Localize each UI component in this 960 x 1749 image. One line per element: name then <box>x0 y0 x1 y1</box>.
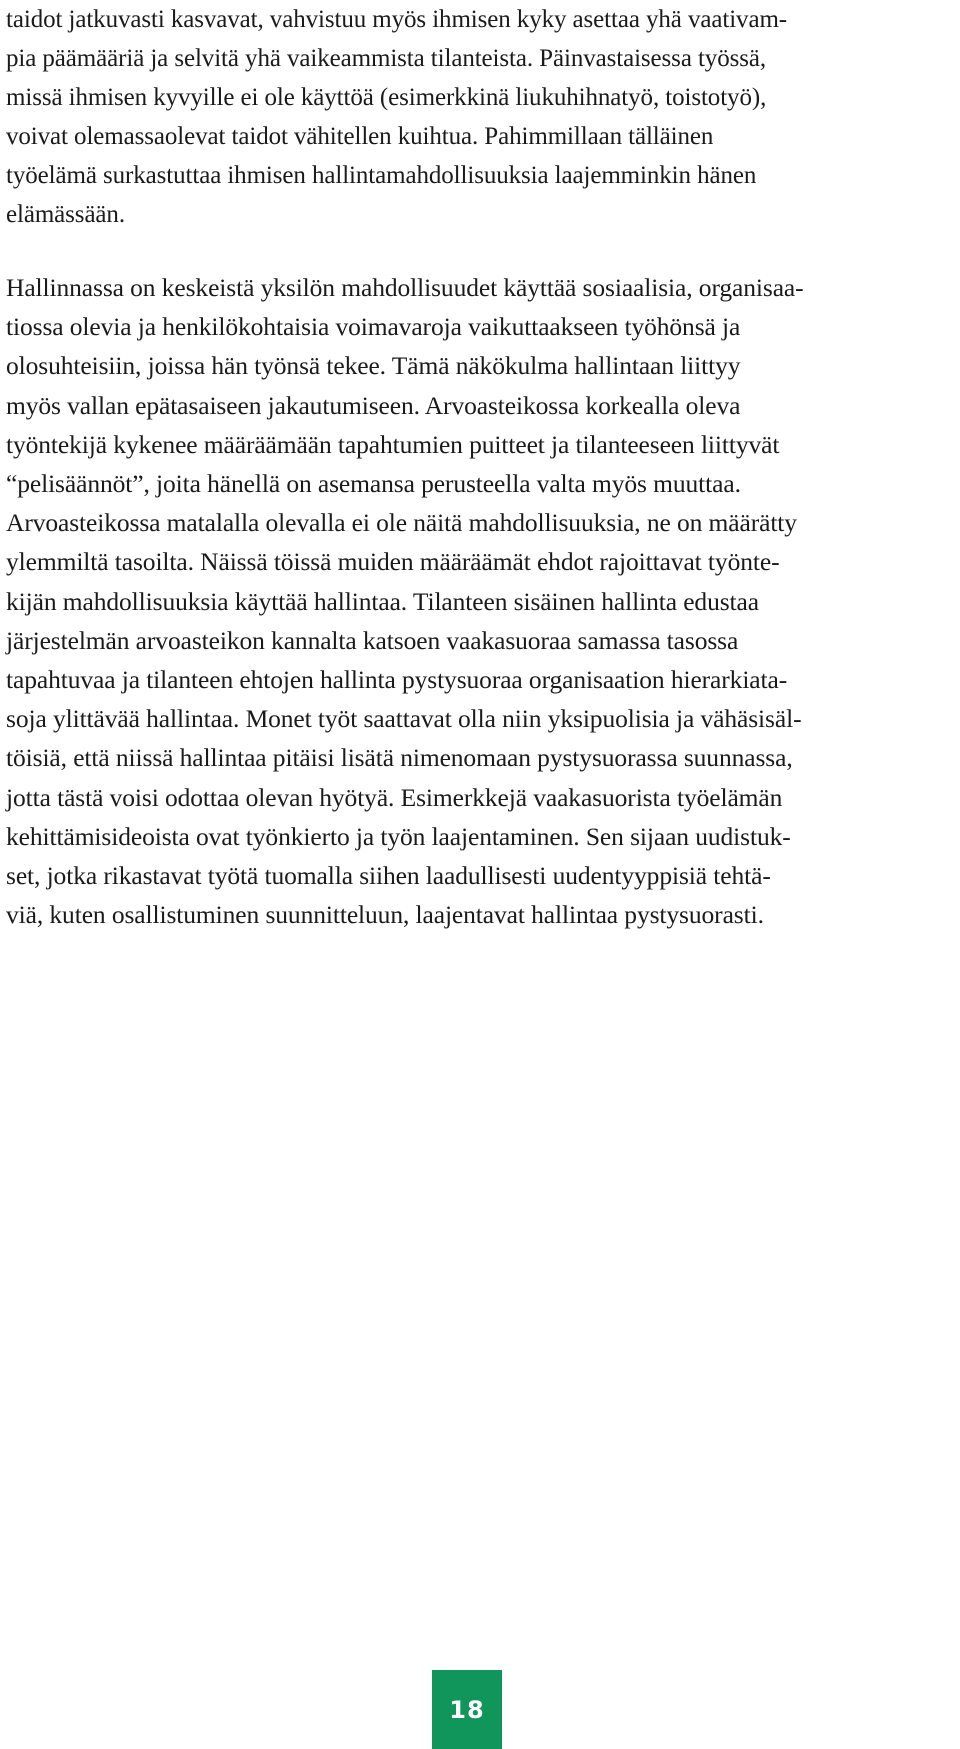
text-line: elämässään. <box>6 201 125 228</box>
text-line: töisiä, että niissä hallintaa pitäisi lisätä nimenomaan pystysuorassa suunnassa, <box>6 743 793 773</box>
text-line: viä, kuten osallistuminen suunnitteluun, laajentavat hallintaa pystysuorasti. <box>6 900 764 930</box>
text-line: olosuhteisiin, joissa hän työnsä tekee. Tämä näkökulma hallintaan liittyy <box>6 351 741 381</box>
text-line: työelämä surkastuttaa ihmisen hallintamahdollisuuksia laajemminkin hänen <box>6 162 757 189</box>
text-line: kijän mahdollisuuksia käyttää hallintaa. Tilanteen sisäinen hallinta edustaa <box>6 586 759 616</box>
paragraph-1 <box>6 0 787 234</box>
text-line: taidot jatkuvasti kasvavat, vahvistuu myös ihmisen kyky asettaa yhä vaativam- <box>6 6 788 33</box>
text-line: ylemmiltä tasoilta. Näissä töissä muiden määräämät ehdot rajoittavat työnte- <box>6 547 780 577</box>
text-line: tiossa olevia ja henkilökohtaisia voimavaroja vaikuttaakseen työhönsä ja <box>6 312 741 342</box>
text-line: järjestelmän arvoasteikon kannalta katsoen vaakasuoraa samassa tasossa <box>6 625 739 655</box>
text-line: Arvoasteikossa matalalla olevalla ei ole näitä mahdollisuuksia, ne on määrätty <box>6 508 797 538</box>
page-number-badge <box>432 1670 502 1749</box>
text-line: pia päämääriä ja selvitä yhä vaikeammista tilanteista. Päinvastaisessa työssä, <box>6 45 767 72</box>
paragraph-2 <box>6 268 804 934</box>
text-line: set, jotka rikastavat työtä tuomalla siihen laadullisesti uudentyyppisiä tehtä- <box>6 861 771 891</box>
text-line: myös vallan epätasaiseen jakautumiseen. Arvoasteikossa korkealla oleva <box>6 390 741 420</box>
text-line: jotta tästä voisi odottaa olevan hyötyä. Esimerkkejä vaakasuorista työelämän <box>6 782 783 812</box>
text-line: työntekijä kykenee määräämään tapahtumien puitteet ja tilanteeseen liittyvät <box>6 429 780 459</box>
text-line: Hallinnassa on keskeistä yksilön mahdollisuudet käyttää sosiaalisia, organisaa- <box>6 273 804 302</box>
text-line: soja ylittävää hallintaa. Monet työt saattavat olla niin yksipuolisia ja vähäsisäl- <box>6 704 802 734</box>
page-number: 18 <box>449 1695 485 1724</box>
text-line: “pelisäännöt”, joita hänellä on asemansa perusteella valta myös muuttaa. <box>6 469 741 499</box>
text-line: tapahtuvaa ja tilanteen ehtojen hallinta pystysuoraa organisaation hierarkiata- <box>6 665 788 695</box>
text-line: kehittämisideoista ovat työnkierto ja työn laajentaminen. Sen sijaan uudistuk- <box>6 821 791 851</box>
text-line: voivat olemassaolevat taidot vähitellen kuihtua. Pahimmillaan tälläinen <box>6 123 714 150</box>
text-line: missä ihmisen kyvyille ei ole käyttöä (esimerkkinä liukuhihnatyö, toistotyö), <box>6 84 767 111</box>
